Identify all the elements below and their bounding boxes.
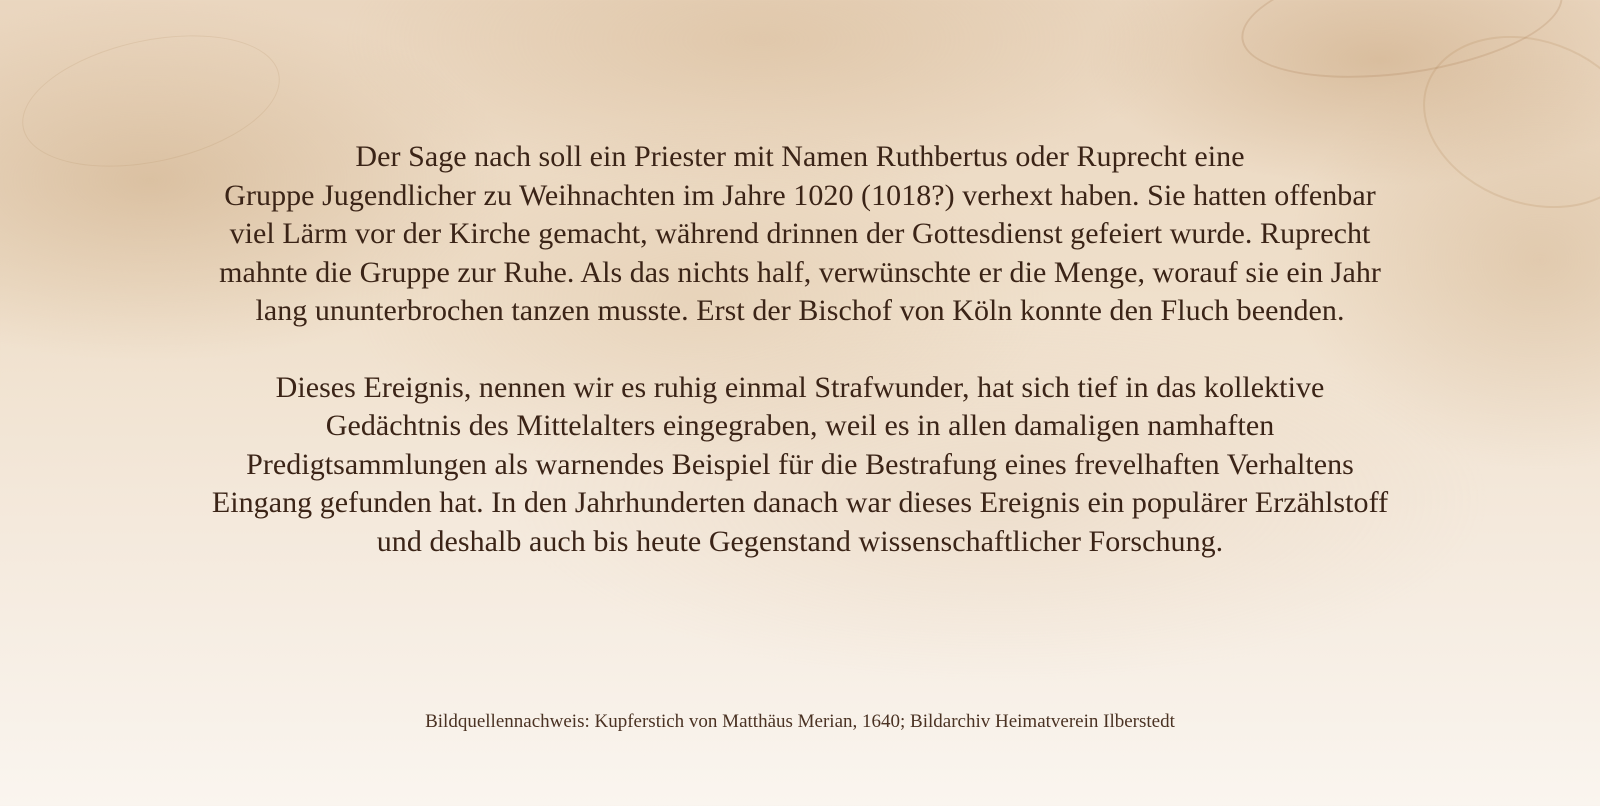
paper-stain [1234, 0, 1571, 96]
text-block [160, 138, 1440, 561]
paragraph-history: Dieses Ereignis, nennen wir es ruhig einmal Strafwunder, hat sich tief in das kollektive Gedächtnis des Mittelalters eingegraben, weil es in allen damaligen namhaften Predigtsammlungen als warnendes Beispiel für die Bestrafung eines frevelhaften Verhaltens Eingang gefunden hat. In den Jahrhunderten danach war dieses Ereignis ein populärer Erzählstoff und deshalb auch bis heute Gegenstand wissenschaftlicher Forschung. [211, 370, 1389, 558]
paragraph-legend: Der Sage nach soll ein Priester mit Namen Ruthbertus oder Ruprecht eine Gruppe Jugendlicher zu Weihnachten im Jahre 1020 (1018?) verhext haben. Sie hatten offenbar viel Lärm vor der Kirche gemacht, während drinnen der Gottesdienst gefeiert wurde. Ruprecht mahnte die Gruppe zur Ruhe. Als das nichts half, verwünschte er die Menge, worauf sie ein Jahr lang ununterbrochen tanzen musste. Erst der Bischof von Köln konnte den Fluch beenden. [219, 140, 1381, 327]
image-credit: Bildquellennachweis: Kupferstich von Matthäus Merian, 1640; Bildarchiv Heimatverein Ilberstedt [425, 711, 1175, 732]
